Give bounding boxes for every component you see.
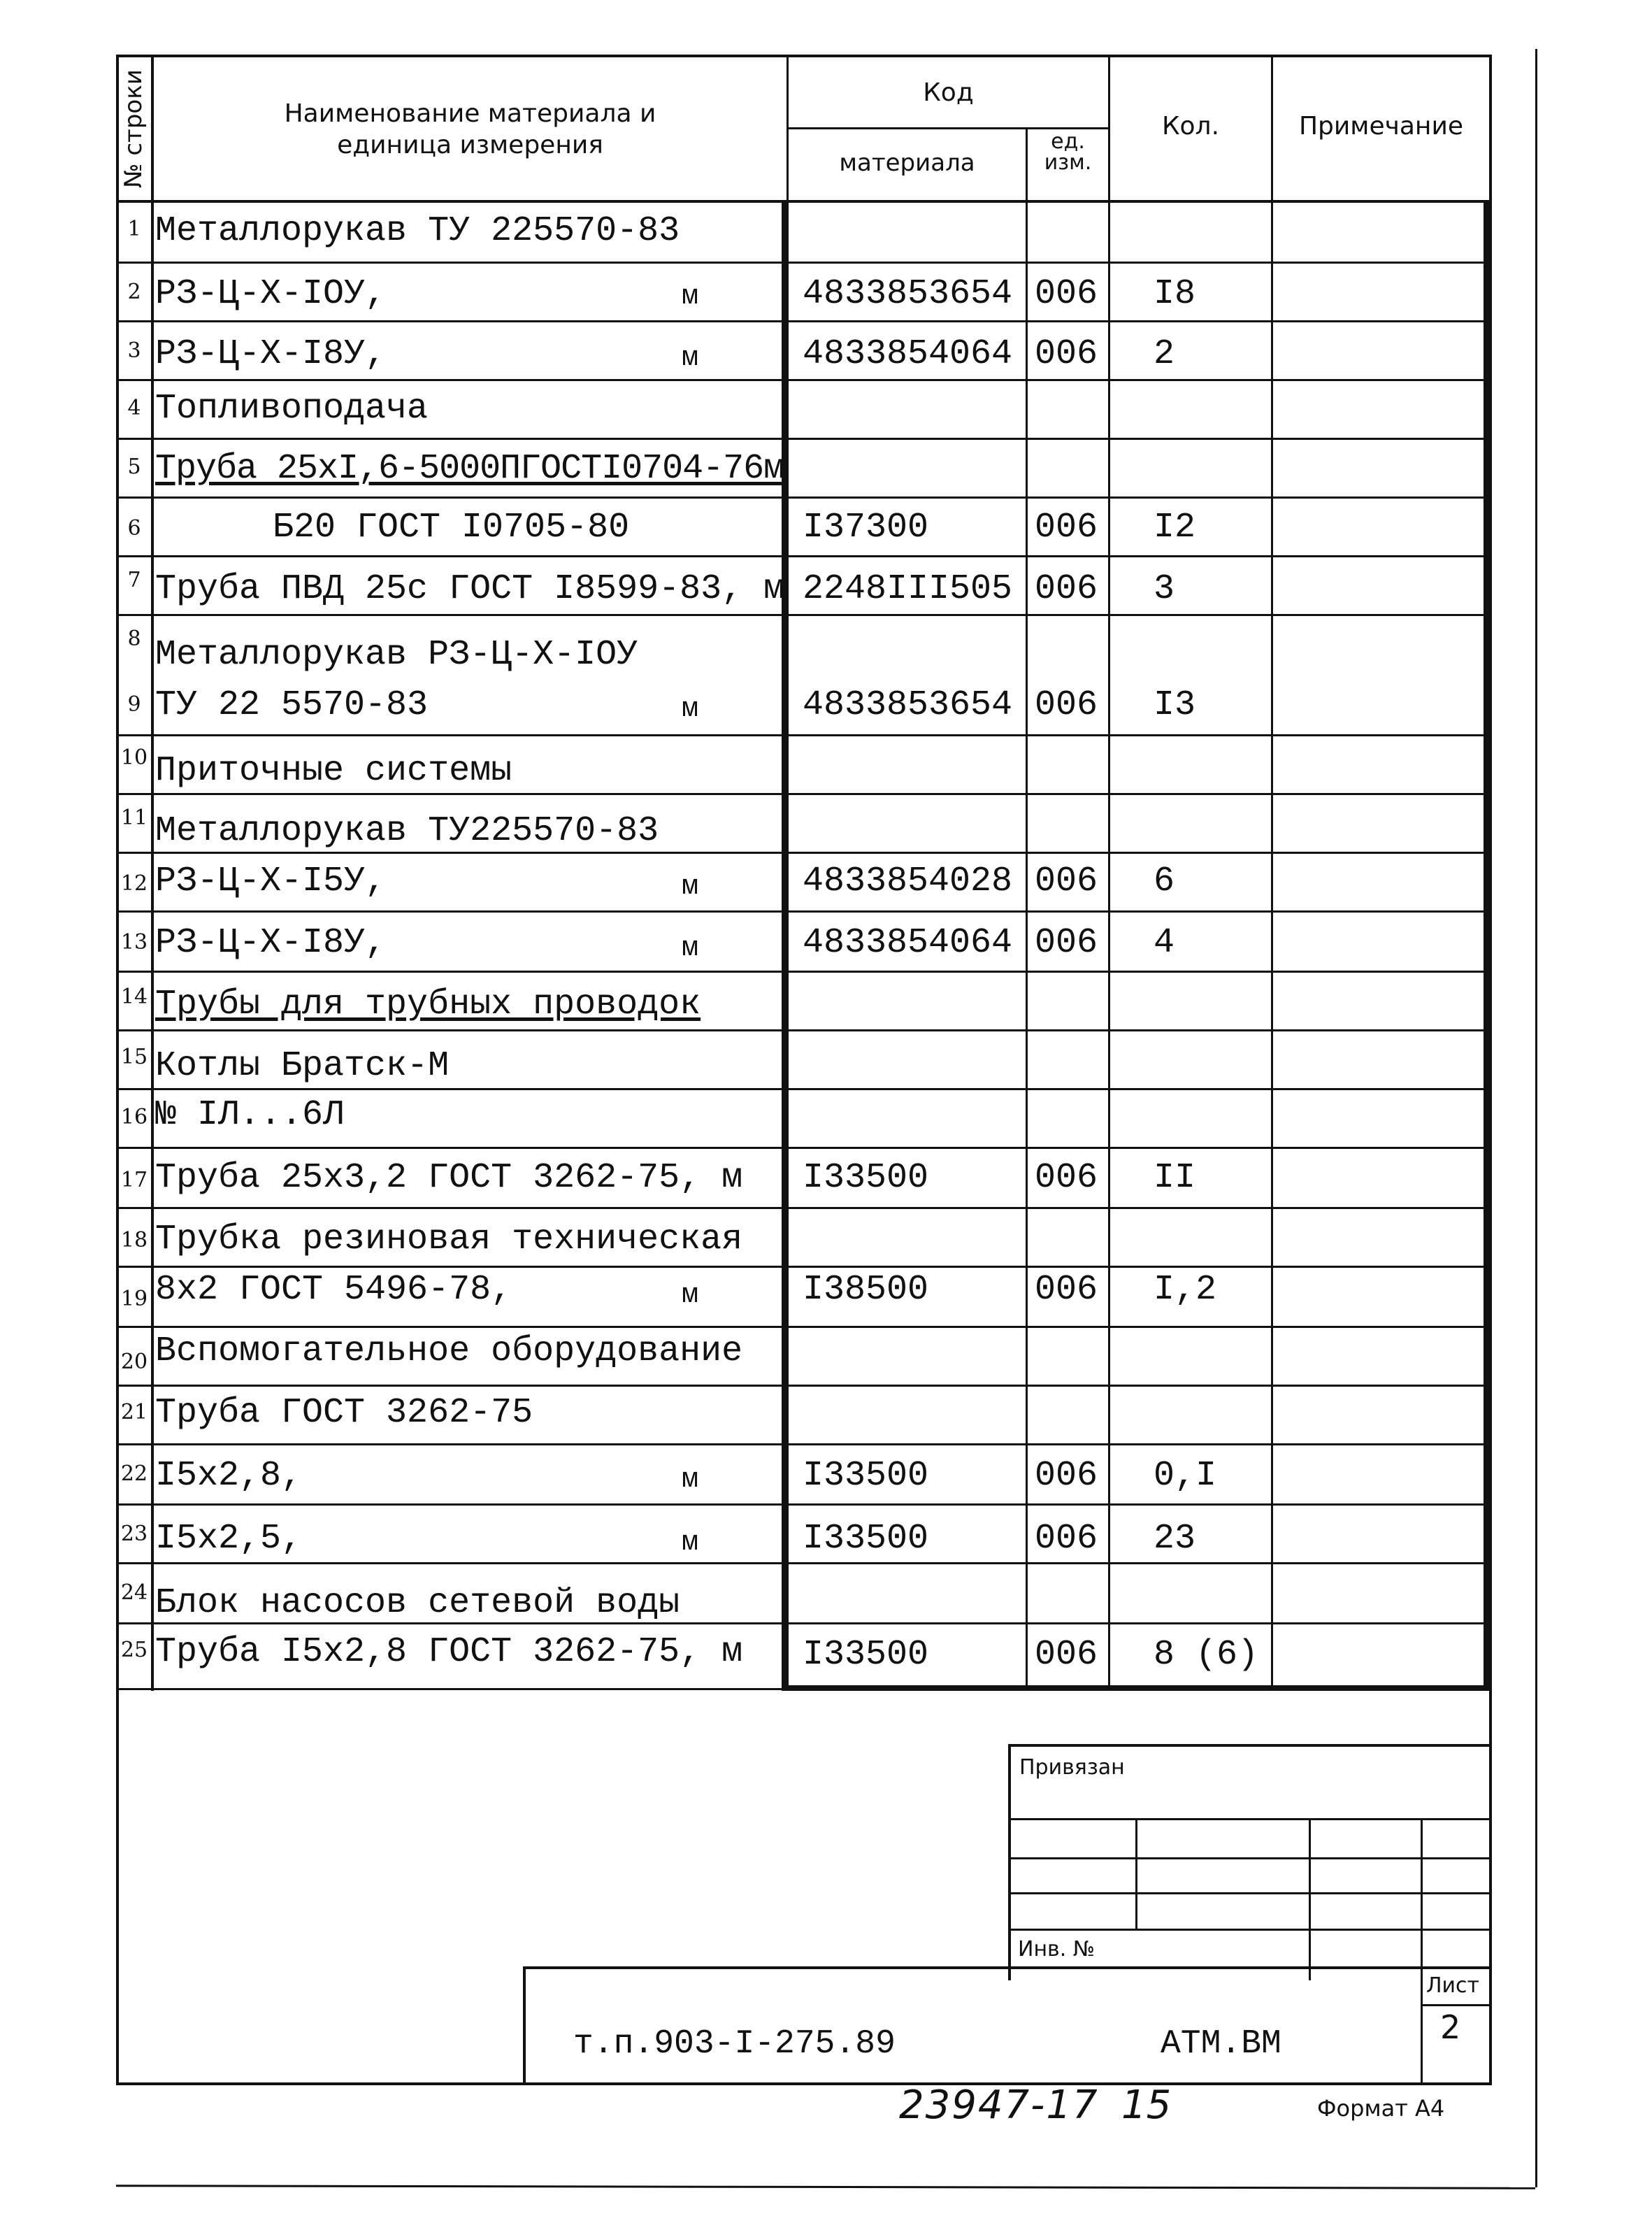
inventory-label: Инв. № xyxy=(1018,1937,1096,1961)
header-code: Код xyxy=(923,78,974,107)
attached-label: Привязан xyxy=(1019,1755,1125,1780)
page-edge-right xyxy=(1535,49,1537,2187)
document-number: т.п.903-I-275.89 xyxy=(573,2025,896,2063)
sheet-label: Лист xyxy=(1426,1973,1480,1998)
sheet-number: 2 xyxy=(1440,2008,1461,2046)
format-label: Формат А4 xyxy=(1317,2095,1445,2122)
header-row-no: № строки xyxy=(120,69,148,188)
header-material: материала xyxy=(839,149,975,177)
header-unit: ед. изм. xyxy=(1044,129,1092,175)
header-note: Примечание xyxy=(1298,112,1464,141)
handwritten-number: 23947-17 xyxy=(899,2082,1099,2128)
header-name: Наименование материала и единица измерения xyxy=(284,99,656,159)
handwritten-sheet: 15 xyxy=(1121,2082,1172,2128)
header-qty: Кол. xyxy=(1161,112,1220,141)
page-edge-line xyxy=(116,2185,1535,2189)
document-code: АТМ.ВМ xyxy=(1161,2025,1281,2063)
